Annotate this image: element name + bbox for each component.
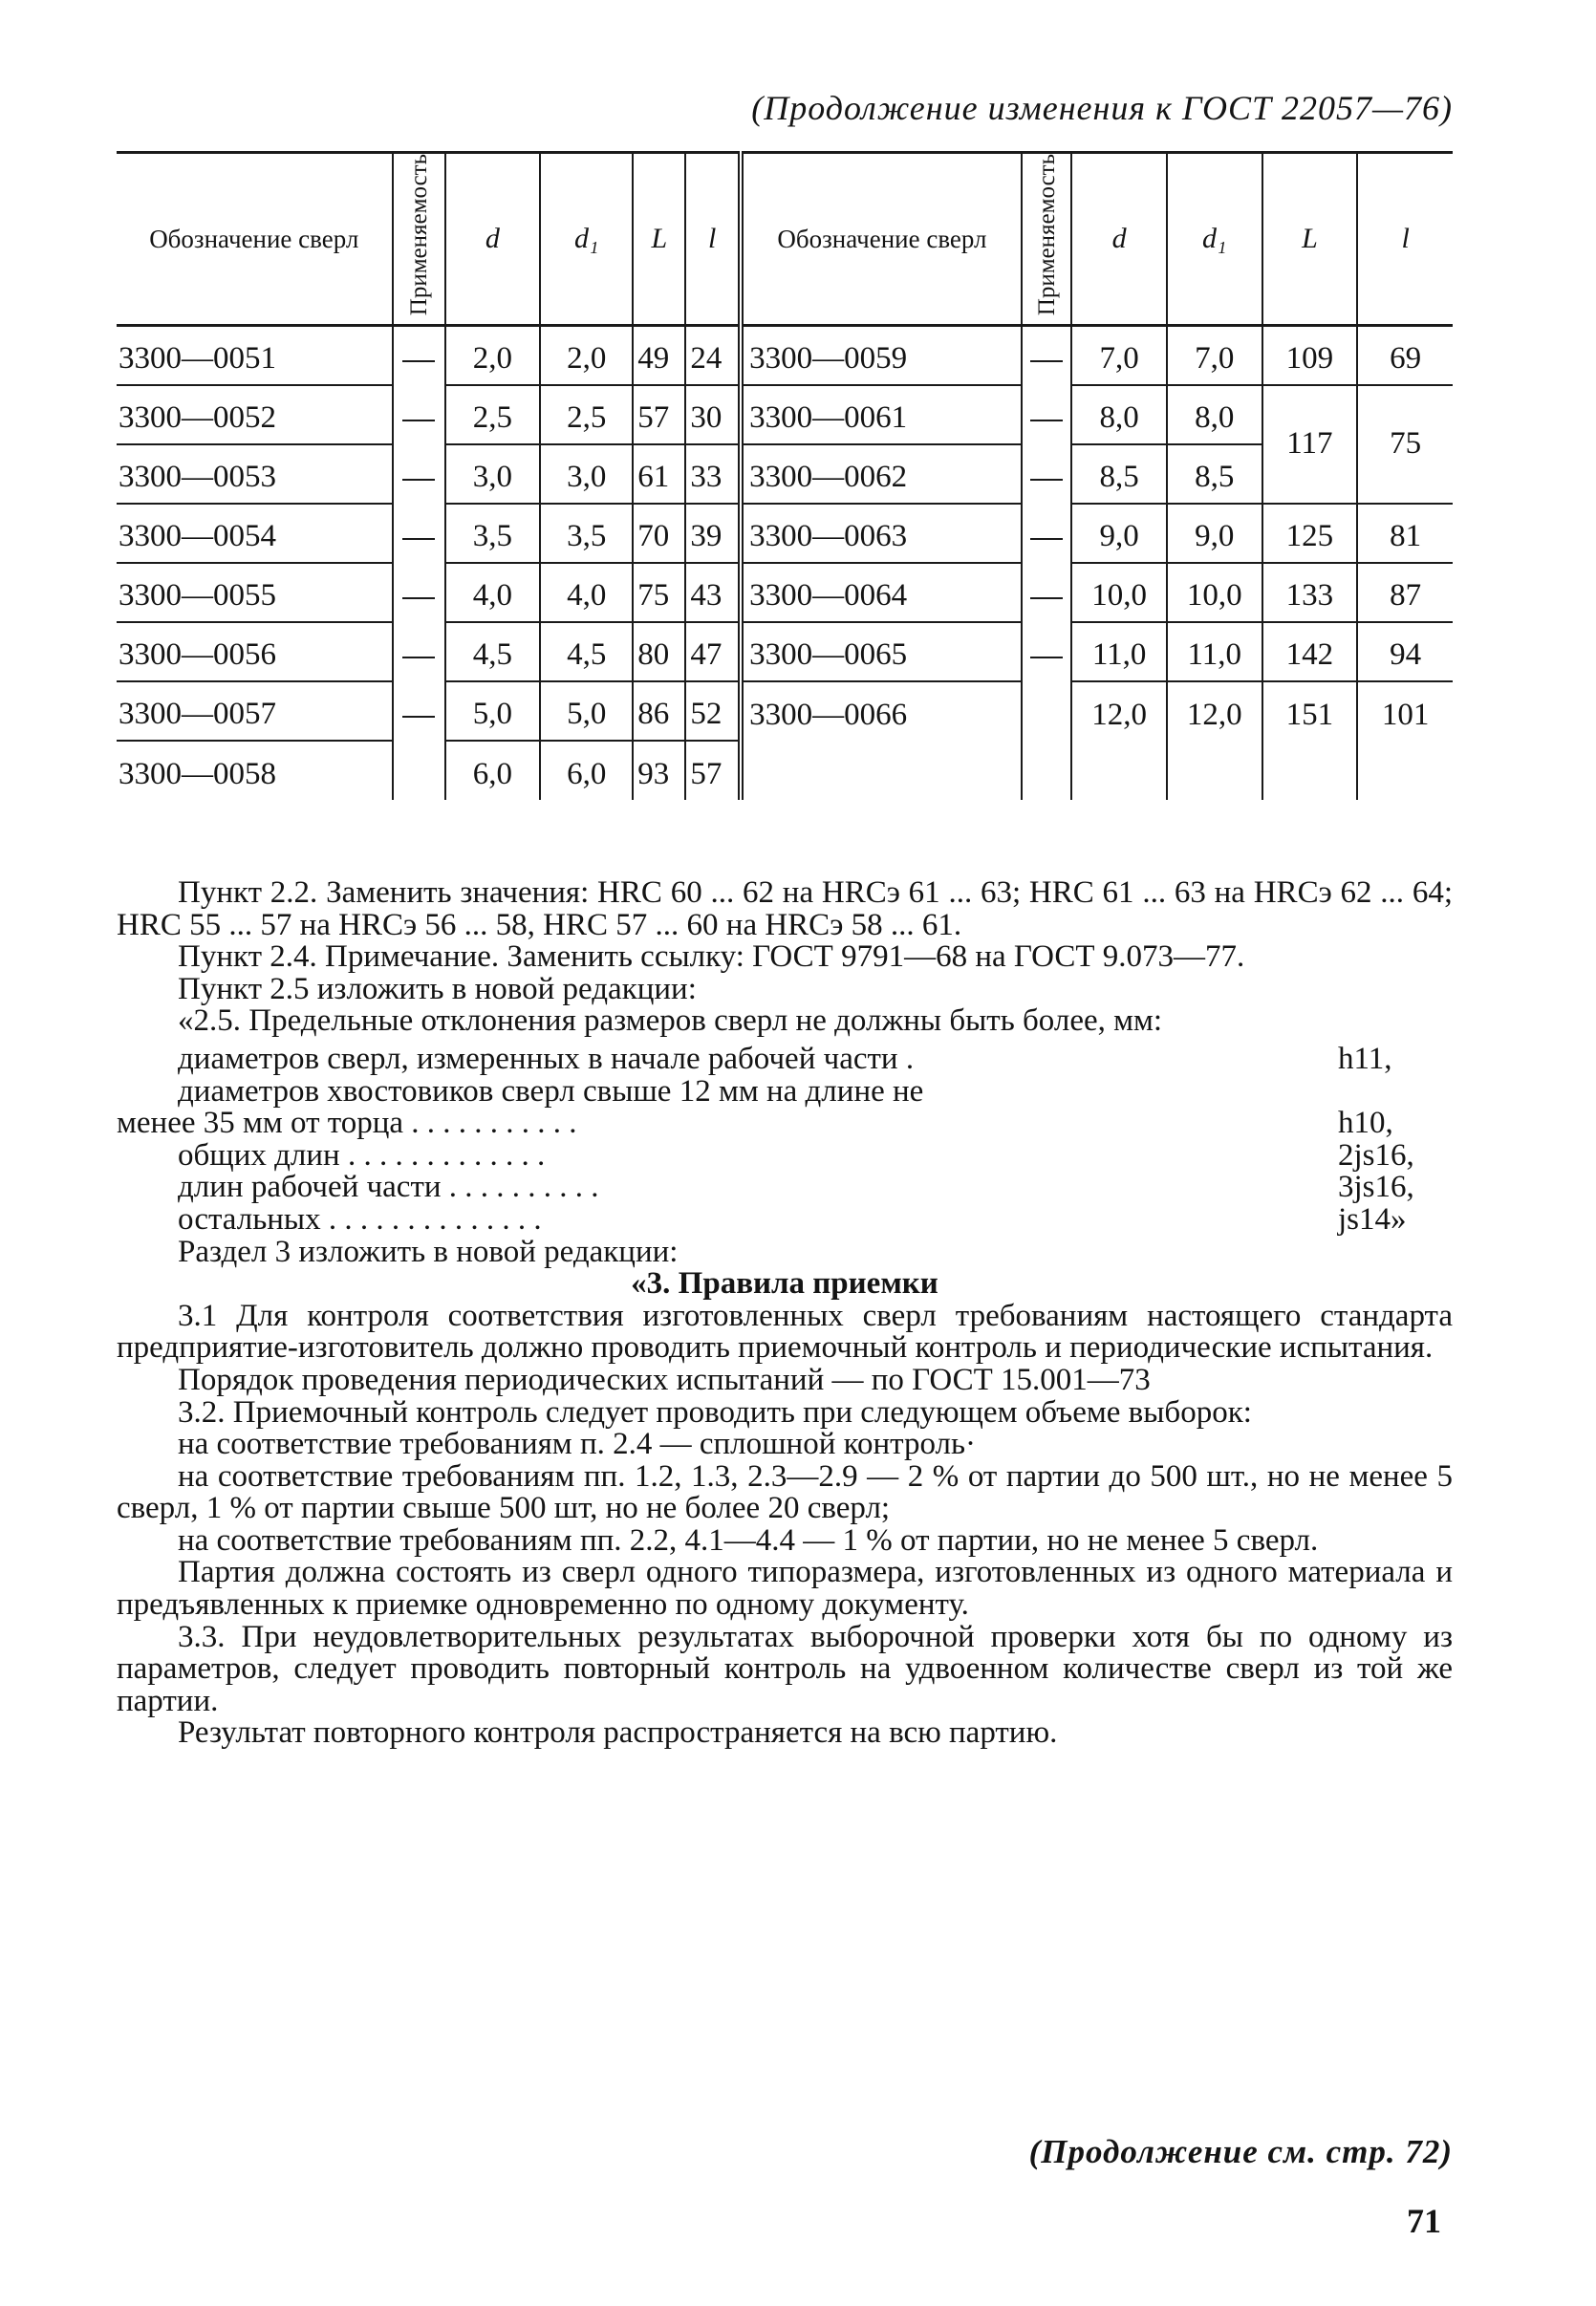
table-row (117, 741, 1453, 800)
cell-l: 81 (1357, 504, 1453, 563)
paragraph-3-1: 3.1 Для контроля соответствия изготовленных сверл требованиям настоящего стандарта предприятие-изготовитель должно проводить приемочный контроль и периодические испытания. (117, 1298, 1453, 1366)
paragraph-3-3-b: Результат повторного контроля распространяется на всю партию. (178, 1715, 1058, 1751)
drill-code: 3300—0058 (119, 756, 276, 791)
cell-d: 3,5 (445, 504, 541, 563)
drill-dimensions-table (117, 151, 1453, 800)
paragraph-2-2: Пункт 2.2. Заменить значения: HRC 60 ... 62 на HRCэ 61 ... 63; HRC 61 ... 63 на HRCэ 62 ... 64; HRC 55 ... 57 на HRCэ 56 ... 58, HRC 57 ... 60 на HRCэ 58 ... 61. (117, 875, 1453, 942)
cell-l: 30 (685, 385, 741, 444)
dash (402, 657, 435, 658)
cell-L: 70 (633, 504, 685, 563)
applicability-dash (393, 326, 445, 385)
cell-L: 151 (1262, 681, 1358, 741)
cell-d1: 11,0 (1167, 622, 1262, 681)
applicability-dash (1022, 563, 1071, 622)
applicability-dash (393, 504, 445, 563)
drill-code: 3300—0062 (741, 444, 1022, 504)
cell-l: 52 (685, 681, 741, 741)
cell-l: 94 (1357, 622, 1453, 681)
header-designation: Обозначение сверл (741, 153, 1022, 326)
empty-cell (741, 741, 1022, 800)
applicability-dash (393, 563, 445, 622)
dash (1030, 657, 1063, 658)
paragraph-2-5-new: «2.5. Предельные отклонения размеров сверл не должны быть более, мм: (178, 1003, 1163, 1039)
section-3-intro: Раздел 3 изложить в новой редакции: (178, 1234, 679, 1269)
empty-cell (1262, 741, 1358, 800)
cell-d1: 5,0 (540, 681, 633, 741)
applicability-empty (393, 741, 445, 800)
empty-cell (1357, 741, 1453, 800)
paragraph-3-2-c: на соответствие требованиям пп. 2.2, 4.1—4.4 — 1 % от партии, но не менее 5 сверл. (178, 1522, 1319, 1558)
header-applicability: Применяемость (393, 153, 445, 326)
dash (1030, 420, 1063, 421)
table-row (117, 504, 1453, 563)
applicability-dash (1022, 504, 1071, 563)
cell-l: 69 (1357, 326, 1453, 385)
drill-code: 3300—0063 (741, 504, 1022, 563)
tolerance-item: менее 35 мм от торца . . . . . . . . . . . h10, (117, 1106, 1393, 1141)
cell-L: 93 (633, 741, 685, 800)
section-3-title: «3. Правила приемки (631, 1266, 938, 1302)
drill-code: 3300—0052 (117, 385, 393, 444)
cell-l: 43 (685, 563, 741, 622)
cell-L: 80 (633, 622, 685, 681)
header-l: l (1357, 153, 1453, 326)
applicability-dash (1022, 385, 1071, 444)
cell-L-merged: 117 (1262, 385, 1358, 504)
tolerance-item: общих длин . . . . . . . . . . . . . 2js16, (178, 1137, 1414, 1173)
applicability-dash (393, 444, 445, 504)
cell-L: 57 (633, 385, 685, 444)
cell-l: 47 (685, 622, 741, 681)
cell-d: 8,5 (1071, 444, 1167, 504)
header-d1: d₁ (540, 153, 633, 326)
cell-d1: 8,5 (1167, 444, 1262, 504)
cell-d1: 2,5 (540, 385, 633, 444)
header-designation: Обозначение сверл (117, 153, 393, 326)
cell-L: 61 (633, 444, 685, 504)
drill-code: 3300—0065 (741, 622, 1022, 681)
paragraph-2-5-intro: Пункт 2.5 изложить в новой редакции: (178, 971, 697, 1006)
dash (402, 597, 435, 599)
cell-d1: 4,5 (540, 622, 633, 681)
table-row (117, 622, 1453, 681)
drill-code: 3300—0057 (117, 681, 393, 741)
cell-d1: 10,0 (1167, 563, 1262, 622)
dash (1030, 479, 1063, 481)
header-note: (Продолжение изменения к ГОСТ 22057—76) (751, 89, 1453, 127)
header-d: d (1071, 153, 1167, 326)
cell-d: 4,0 (445, 563, 541, 622)
tolerance-item: диаметров хвостовиков сверл свыше 12 мм на длине не (178, 1073, 924, 1109)
cell-d: 11,0 (1071, 622, 1167, 681)
drill-code: 3300—0059 (741, 326, 1022, 385)
cell-d: 4,5 (445, 622, 541, 681)
drill-code: 3300—0053 (117, 444, 393, 504)
paragraph-3-2-b: на соответствие требованиям пп. 1.2, 1.3, 2.3—2.9 — 2 % от партии до 500 шт., но не менее 5 сверл, 1 % от партии свыше 500 шт, но не более 20 сверл; (117, 1458, 1453, 1526)
cell-L: 49 (633, 326, 685, 385)
continuation-note: (Продолжение см. стр. 72) (1028, 2133, 1453, 2170)
dash (402, 479, 435, 481)
paragraph-3-2-d: Партия должна состоять из сверл одного типоразмера, изготовленных из одного материала и предъявленных к приемке одновременно по одному документу. (117, 1555, 1453, 1623)
paragraph-3-2: 3.2. Приемочный контроль следует проводить при следующем объеме выборок: (178, 1394, 1252, 1430)
applicability-empty (1022, 681, 1071, 741)
cell-L: 86 (633, 681, 685, 741)
header-L: L (1262, 153, 1358, 326)
cell-d1: 6,0 (540, 741, 633, 800)
table-row (117, 385, 1453, 444)
dash (1030, 597, 1063, 599)
drill-code: 3300—0054 (117, 504, 393, 563)
header-d1: d₁ (1167, 153, 1262, 326)
cell-d1: 4,0 (540, 563, 633, 622)
paragraph-2-4: Пункт 2.4. Примечание. Заменить ссылку: ГОСТ 9791—68 на ГОСТ 9.073—77. (178, 939, 1245, 975)
drill-code: 3300—0064 (741, 563, 1022, 622)
paragraph-3-3: 3.3. При неудовлетворительных результатах выборочной проверки хотя бы по одному из параметров, следует проводить повторный контроль на удвоенном количестве сверл из той же партии. (117, 1619, 1453, 1718)
cell-d1: 3,0 (540, 444, 633, 504)
tolerance-list (117, 1041, 1453, 1237)
cell-d: 9,0 (1071, 504, 1167, 563)
applicability-dash (1022, 622, 1071, 681)
cell-d: 12,0 (1071, 681, 1167, 741)
drill-code: 3300—0051 (117, 326, 393, 385)
dash (402, 538, 435, 540)
cell-d: 7,0 (1071, 326, 1167, 385)
cell-L: 142 (1262, 622, 1358, 681)
cell-d1: 12,0 (1167, 681, 1262, 741)
tolerance-item: остальных . . . . . . . . . . . . . . js14» (178, 1201, 1407, 1237)
header-applicability: Применяемость (1022, 153, 1071, 326)
applicability-dash (1022, 326, 1071, 385)
dash (1030, 538, 1063, 540)
dash (1030, 360, 1063, 362)
cell-d1: 9,0 (1167, 504, 1262, 563)
tolerance-item: длин рабочей части . . . . . . . . . . 3js16, (178, 1170, 1414, 1205)
cell-d: 3,0 (445, 444, 541, 504)
cell-d1: 3,5 (540, 504, 633, 563)
drill-code: 3300—0056 (117, 622, 393, 681)
dash (402, 420, 435, 421)
cell-L: 125 (1262, 504, 1358, 563)
cell-l: 87 (1357, 563, 1453, 622)
cell-l: 39 (685, 504, 741, 563)
cell-d: 6,0 (445, 741, 541, 800)
header-d: d (445, 153, 541, 326)
drill-code: 3300—0055 (117, 563, 393, 622)
cell-l: 57 (685, 741, 741, 800)
page-number: 71 (1407, 2202, 1441, 2240)
paragraph-3-2-a: на соответствие требованиям п. 2.4 — сплошной контроль· (178, 1427, 977, 1462)
table-row (117, 326, 1453, 385)
cell-d: 5,0 (445, 681, 541, 741)
cell-d1: 8,0 (1167, 385, 1262, 444)
cell-d: 10,0 (1071, 563, 1167, 622)
paragraph-3-1-b: Порядок проведения периодических испытаний — по ГОСТ 15.001—73 (178, 1362, 1151, 1397)
tolerance-item: диаметров сверл, измеренных в начале рабочей части . h11, (178, 1041, 1392, 1076)
applicability-dash (1022, 444, 1071, 504)
cell-L: 133 (1262, 563, 1358, 622)
cell-d1: 2,0 (540, 326, 633, 385)
dash (402, 360, 435, 362)
cell-d: 8,0 (1071, 385, 1167, 444)
header-l: l (685, 153, 741, 326)
applicability-dash (393, 681, 445, 741)
cell-l: 101 (1357, 681, 1453, 741)
empty-cell (1167, 741, 1262, 800)
applicability-dash (393, 622, 445, 681)
dash (402, 716, 435, 718)
cell-L: 75 (633, 563, 685, 622)
cell-d: 2,0 (445, 326, 541, 385)
table-row (117, 444, 1453, 504)
header-L: L (633, 153, 685, 326)
drill-code: 3300—0066 (741, 681, 1022, 741)
empty-cell (1022, 741, 1071, 800)
cell-d1: 7,0 (1167, 326, 1262, 385)
cell-d: 2,5 (445, 385, 541, 444)
table-row (117, 563, 1453, 622)
amendment-text (117, 877, 1453, 1750)
drill-code: 3300—0061 (741, 385, 1022, 444)
cell-l: 33 (685, 444, 741, 504)
applicability-dash (393, 385, 445, 444)
table-header-row (117, 153, 1453, 326)
cell-L: 109 (1262, 326, 1358, 385)
empty-cell (1071, 741, 1167, 800)
cell-l: 24 (685, 326, 741, 385)
table-row (117, 681, 1453, 741)
cell-l-merged: 75 (1357, 385, 1453, 504)
